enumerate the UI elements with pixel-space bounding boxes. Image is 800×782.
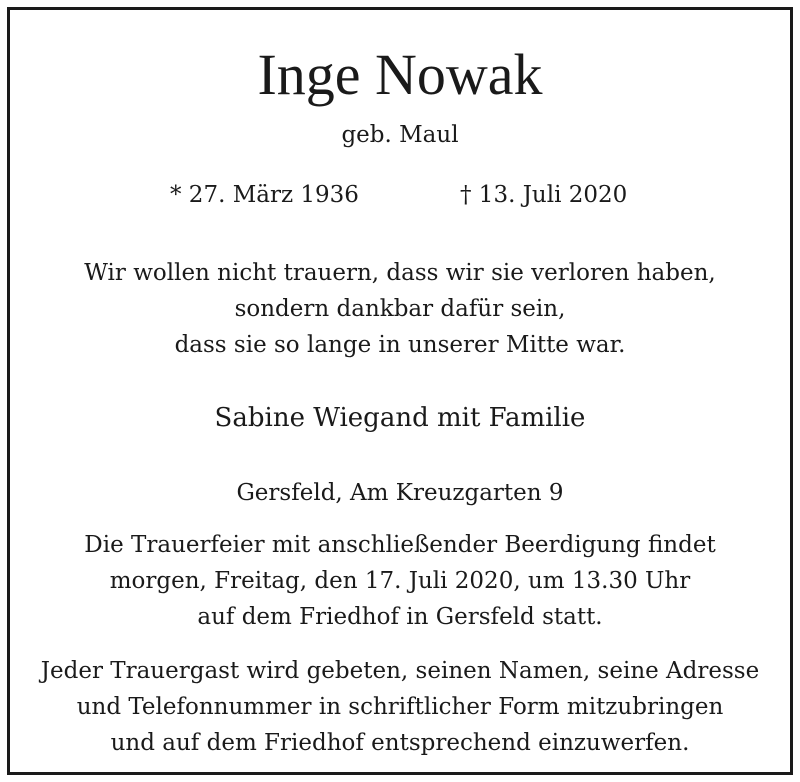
- guest-instructions: [10, 653, 790, 761]
- death-date: † 13. Juli 2020: [460, 182, 628, 208]
- verse-line: Wir wollen nicht trauern, dass wir sie verloren haben,: [84, 260, 716, 286]
- birth-name: geb. Maul: [341, 122, 459, 148]
- service-line: morgen, Freitag, den 17. Juli 2020, um 13.30 Uhr: [109, 568, 691, 594]
- funeral-service-info: [10, 527, 790, 635]
- obituary-notice: [7, 7, 793, 775]
- verse-line: dass sie so lange in unserer Mitte war.: [174, 332, 626, 358]
- verse-line: sondern dankbar dafür sein,: [234, 296, 566, 322]
- deceased-name: Inge Nowak: [257, 42, 543, 107]
- mourners: Sabine Wiegand mit Familie: [214, 403, 586, 433]
- instruction-line: Jeder Trauergast wird gebeten, seinen Namen, seine Adresse: [40, 658, 760, 684]
- service-line: Die Trauerfeier mit anschließender Beerdigung findet: [84, 532, 716, 558]
- birth-date: * 27. März 1936: [170, 182, 359, 208]
- instruction-line: und auf dem Friedhof entsprechend einzuwerfen.: [110, 730, 690, 756]
- verse: [10, 255, 790, 363]
- instruction-line: und Telefonnummer in schriftlicher Form mitzubringen: [76, 694, 724, 720]
- address: Gersfeld, Am Kreuzgarten 9: [236, 480, 564, 506]
- service-line: auf dem Friedhof in Gersfeld statt.: [197, 604, 603, 630]
